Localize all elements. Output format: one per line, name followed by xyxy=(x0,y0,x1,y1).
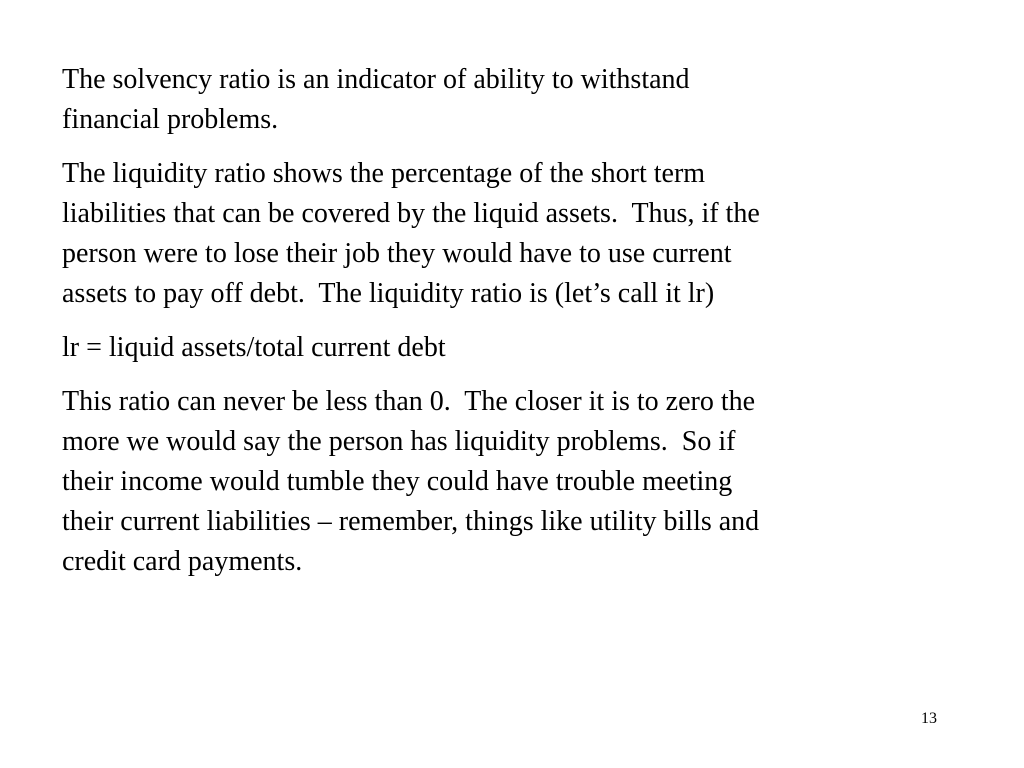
paragraph-formula: lr = liquid assets/total current debt xyxy=(62,332,446,363)
paragraph-solvency: The solvency ratio is an indicator of ability to withstand financial problems. xyxy=(62,64,690,135)
slide-body xyxy=(62,60,942,596)
paragraph-interpretation: This ratio can never be less than 0. The closer it is to zero the more we would say the person has liquidity problems. So if their income would tumble they could have trouble meeting their current liabilities – remember, things like utility bills and credit card payments. xyxy=(62,386,760,577)
paragraph-liquidity-ratio: The liquidity ratio shows the percentage of the short term liabilities that can be covered by the liquid assets. Thus, if the person were to lose their job they would have to use current assets to pay off debt. The liquidity ratio is (let’s call it lr) xyxy=(62,158,760,309)
page-number: 13 xyxy=(921,710,937,727)
